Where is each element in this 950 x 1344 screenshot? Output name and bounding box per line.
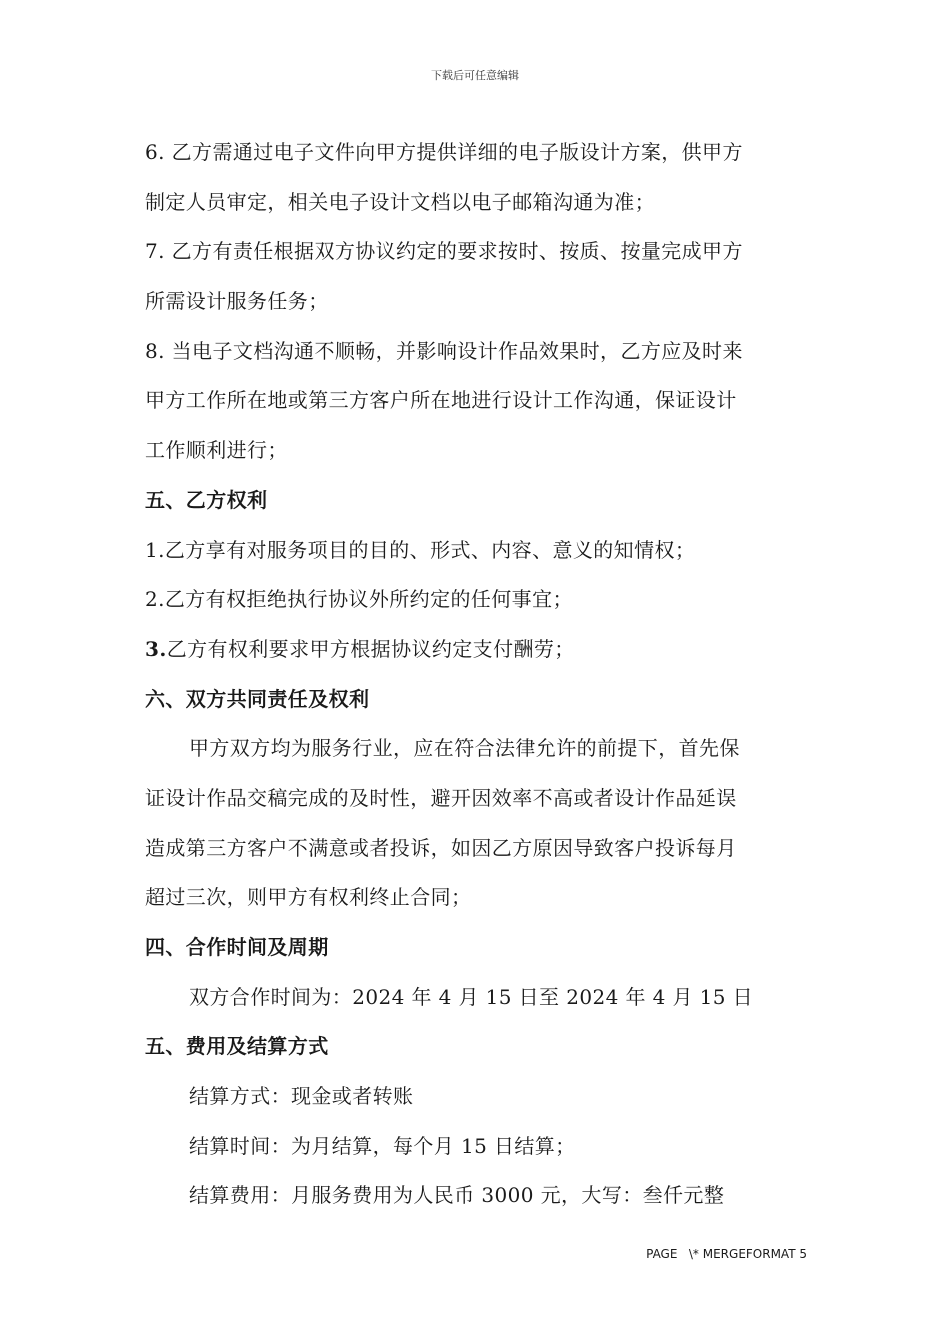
list-item: 1.乙方享有对服务项目的目的、形式、内容、意义的知情权； <box>145 537 696 562</box>
paragraph-line: 7. 乙方有责任根据双方协议约定的要求按时、按质、按量完成甲方 <box>145 239 743 264</box>
paragraph-line: 甲方工作所在地或第三方客户所在地进行设计工作沟通，保证设计 <box>145 388 737 413</box>
page-footer: PAGE \* MERGEFORMAT 5 <box>646 1247 807 1261</box>
paragraph-line: 结算方式：现金或者转账 <box>189 1084 414 1109</box>
paragraph-line: 工作顺利进行； <box>145 438 288 463</box>
list-item-text: 乙方有权利要求甲方根据协议约定支付酬劳； <box>166 636 575 661</box>
paragraph-line: 制定人员审定，相关电子设计文档以电子邮箱沟通为准； <box>145 189 655 214</box>
section-heading: 四、合作时间及周期 <box>145 935 329 959</box>
list-item <box>145 625 810 675</box>
paragraph-line: 6. 乙方需通过电子文件向甲方提供详细的电子版设计方案，供甲方 <box>145 140 743 164</box>
section-heading: 六、双方共同责任及权利 <box>145 686 370 711</box>
paragraph-line: 证设计作品交稿完成的及时性，避开因效率不高或者设计作品延误 <box>145 785 737 810</box>
paragraph-line: 8. 当电子文档沟通不顺畅，并影响设计作品效果时，乙方应及时来 <box>145 338 743 363</box>
paragraph-line: 双方合作时间为：2024 年 4 月 15 日至 2024 年 4 月 15 日 <box>189 984 754 1009</box>
paragraph-line: 结算时间：为月结算，每个月 15 日结算； <box>189 1133 576 1158</box>
document-body <box>145 128 810 1221</box>
list-number: 3. <box>145 636 167 661</box>
page-header: 下载后可任意编辑 <box>431 69 519 82</box>
section-heading: 五、费用及结算方式 <box>145 1034 329 1059</box>
paragraph-line: 结算费用：月服务费用为人民币 3000 元，大写：叁仟元整 <box>189 1183 725 1208</box>
list-item: 2.乙方有权拒绝执行协议外所约定的任何事宜； <box>145 587 573 612</box>
paragraph-line: 造成第三方客户不满意或者投诉，如因乙方原因导致客户投诉每月 <box>145 835 737 860</box>
paragraph-line: 所需设计服务任务； <box>145 289 329 314</box>
paragraph-line: 甲方双方均为服务行业，应在符合法律允许的前提下，首先保 <box>189 736 740 761</box>
paragraph-line: 超过三次，则甲方有权利终止合同； <box>145 885 472 910</box>
section-heading: 五、乙方权利 <box>145 487 268 512</box>
